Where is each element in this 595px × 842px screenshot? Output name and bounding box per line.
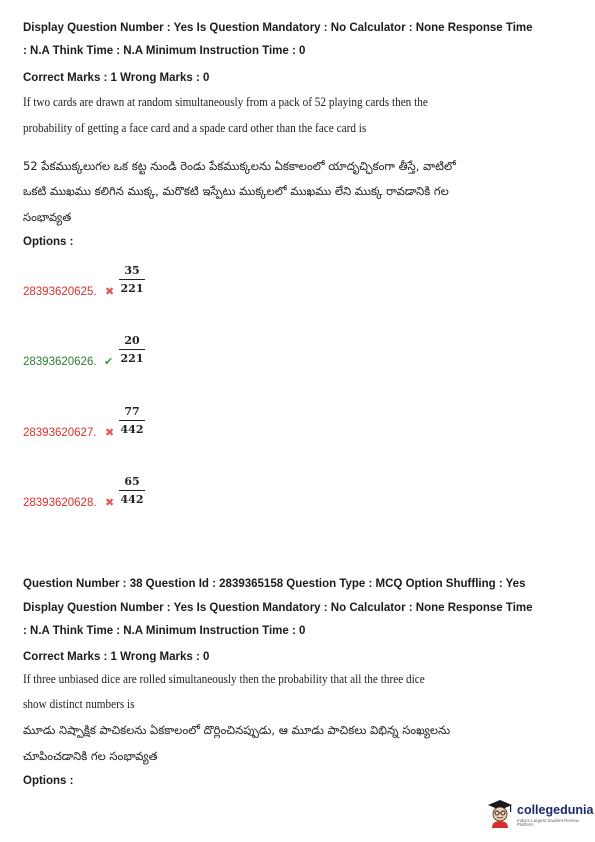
q38-options-label: Options : (23, 775, 74, 787)
q37-meta-line-1: Display Question Number : Yes Is Question Mandatory : No Calculator : None Response Time (23, 22, 533, 34)
q38-meta-line-3: : N.A Think Time : N.A Minimum Instruction Time : 0 (23, 625, 306, 637)
q38-question-english-line-2: show distinct numbers is (23, 697, 135, 711)
q37-question-telugu-line-3: సంభావ్యత (23, 210, 72, 224)
q37-question-english-line-1: If two cards are drawn at random simultaneously from a pack of 52 playing cards then the (23, 95, 428, 109)
logo-tagline: India's Largest Student Review Platform (517, 817, 579, 828)
q37-question-telugu-line-1: 52 పేకముక్కలుగల ఒక కట్ట నుండి రెండు పేకముక్కలను ఏకకాలంలో యాదృచ్ఛికంగా తీస్తే, వాటిలో (23, 159, 456, 173)
cross-icon: ✖ (105, 285, 115, 298)
q38-question-english-line-1: If three unbiased dice are rolled simultaneously then the probability that all the three dice (23, 672, 425, 686)
q37-marks: Correct Marks : 1 Wrong Marks : 0 (23, 72, 210, 84)
q37-options-label: Options : (23, 236, 74, 248)
fraction-bar (119, 349, 145, 350)
collegedunia-logo (487, 801, 595, 831)
q38-marks: Correct Marks : 1 Wrong Marks : 0 (23, 651, 210, 663)
q38-question-telugu-line-1: మూడు నిష్పాక్షిక పాచికలను ఏకకాలంలో దొర్లించినప్పుడు, ఆ మూడు పాచికలు విభిన్న సంఖ్యలను (23, 723, 451, 737)
fraction-denominator: 442 (120, 493, 144, 506)
fraction-denominator: 221 (120, 352, 144, 365)
fraction-numerator: 77 (124, 405, 140, 418)
q38-meta-line-1: Question Number : 38 Question Id : 2839365158 Question Type : MCQ Option Shuffling : Yes (23, 578, 526, 590)
fraction-denominator: 221 (120, 282, 144, 295)
fraction-bar (119, 490, 145, 491)
q37-question-english-line-2: probability of getting a face card and a spade card other than the face card is (23, 121, 367, 135)
q37-question-telugu-line-2: ఒకటి ముఖము కలిగిన ముక్క, మరొకటి ఇస్పేటు ముక్కలలో ముఖము లేని ముక్క రావడానికి గల (23, 184, 449, 198)
check-icon: ✔ (104, 355, 114, 368)
option-id: 28393620628. (23, 497, 97, 509)
fraction-numerator: 20 (124, 334, 140, 347)
fraction-bar (119, 420, 145, 421)
option-id: 28393620627. (23, 427, 97, 439)
option-fraction (119, 264, 145, 296)
fraction-bar (119, 279, 145, 280)
option-id: 28393620626. (23, 356, 97, 368)
option-fraction (119, 334, 145, 366)
logo-name: collegedunia (517, 803, 594, 818)
cross-icon: ✖ (105, 426, 115, 439)
logo-text (517, 804, 595, 828)
fraction-numerator: 65 (124, 475, 140, 488)
graduate-mascot-icon (487, 799, 513, 833)
cross-icon: ✖ (105, 496, 115, 509)
q38-question-telugu-line-2: చూపించడానికి గల సంభావ్యత (23, 749, 158, 763)
option-id: 28393620625. (23, 286, 97, 298)
q38-meta-line-2: Display Question Number : Yes Is Question Mandatory : No Calculator : None Response Time (23, 602, 533, 614)
option-fraction (119, 405, 145, 437)
fraction-numerator: 35 (124, 264, 140, 277)
q37-meta-line-2: : N.A Think Time : N.A Minimum Instruction Time : 0 (23, 45, 306, 57)
option-fraction (119, 475, 145, 507)
fraction-denominator: 442 (120, 423, 144, 436)
